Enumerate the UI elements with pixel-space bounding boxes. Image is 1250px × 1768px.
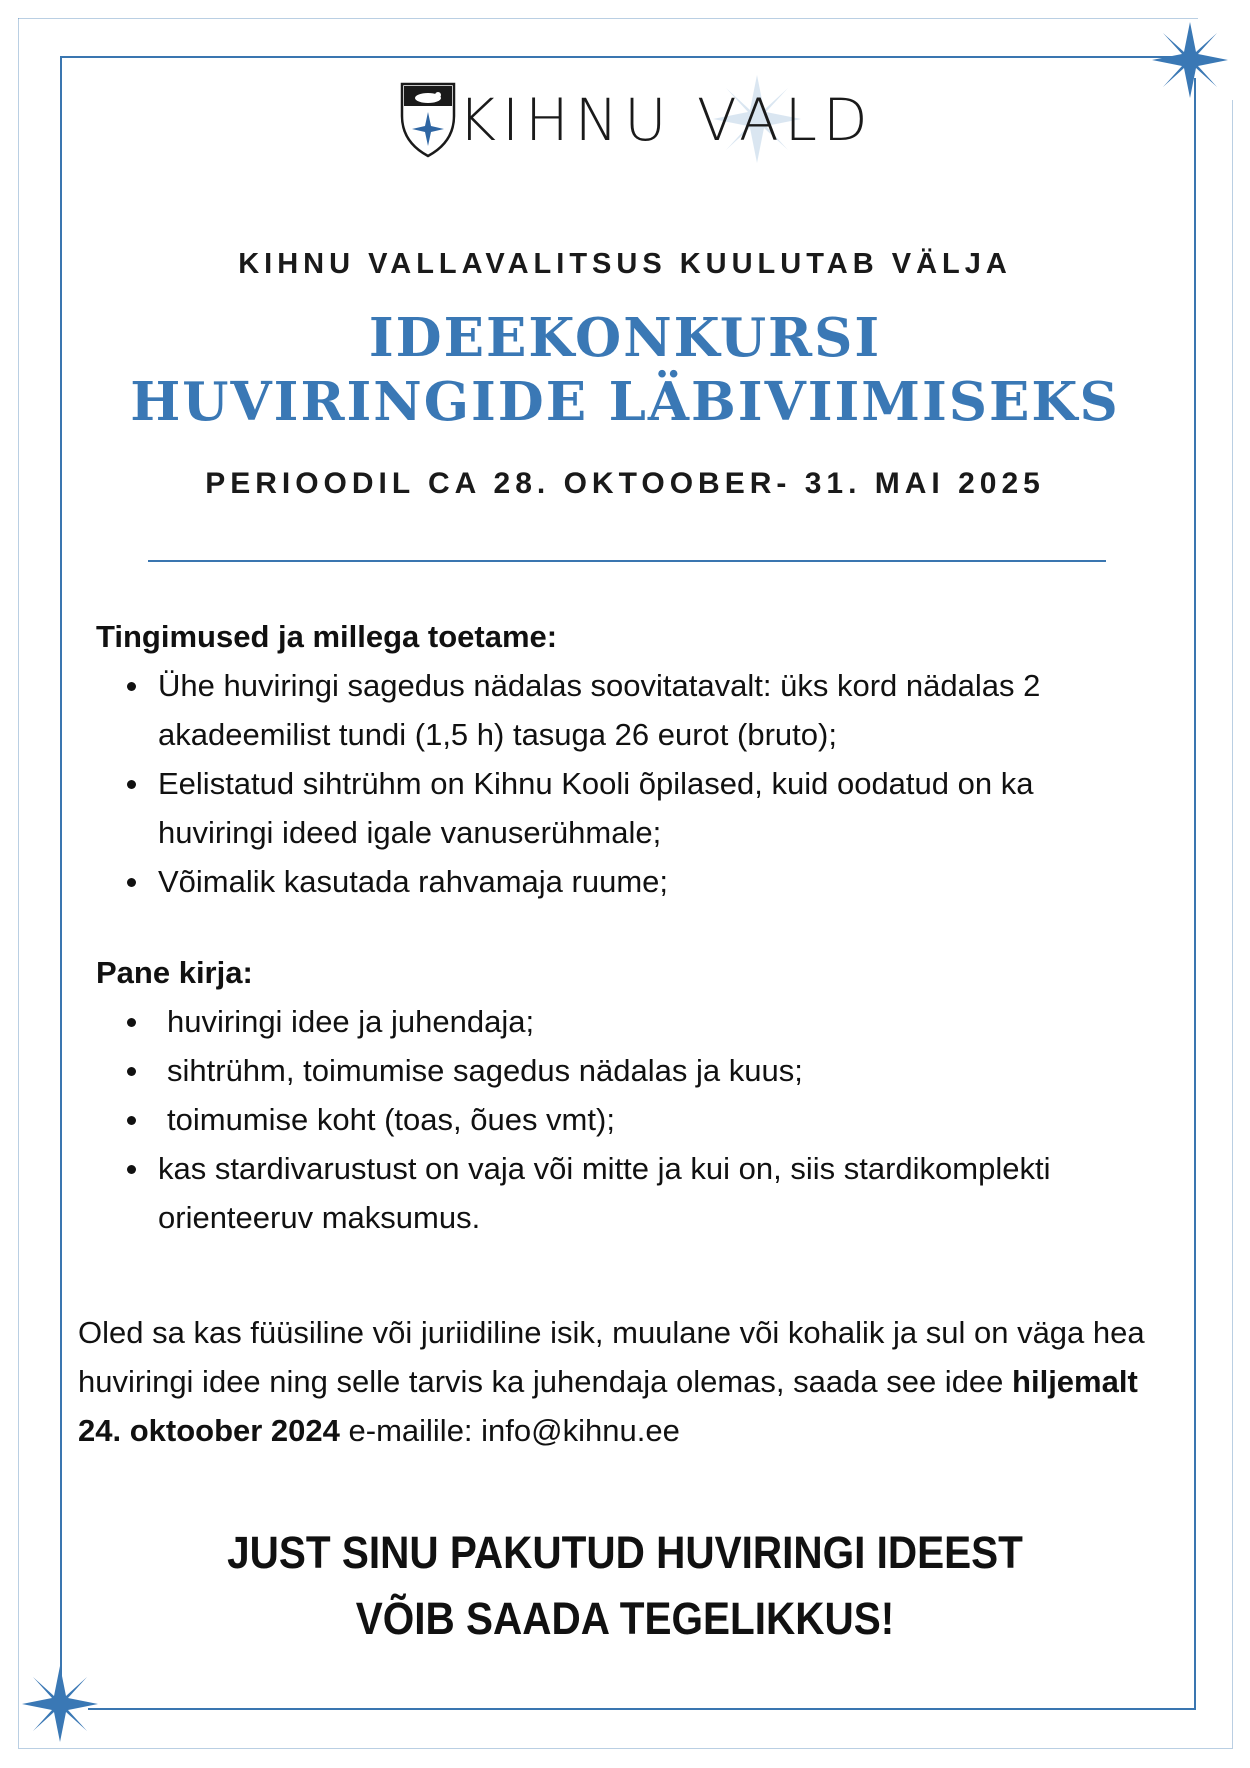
call-to-action-paragraph xyxy=(78,1308,1188,1455)
list-item xyxy=(96,661,1156,759)
frame-left-line xyxy=(60,56,62,1686)
list-item-text: sihtrühm, toimumise sagedus nädalas ja kuus; xyxy=(167,1053,803,1088)
write-down-heading: Pane kirja: xyxy=(96,955,253,990)
page-title xyxy=(0,306,1250,434)
deadline-text: hiljemalt 24. oktoober 2024 xyxy=(78,1364,1138,1448)
title-line-1: IDEEKONKURSI xyxy=(368,307,882,369)
frame-outer-top-line xyxy=(18,18,1198,19)
list-item-text: toimumise koht (toas, õues vmt); xyxy=(167,1102,615,1137)
closing-slogan xyxy=(63,1520,1188,1652)
list-item xyxy=(96,759,1156,857)
list-item xyxy=(96,1046,1156,1095)
list-item-text: Eelistatud sihtrühm on Kihnu Kooli õpilased, kuid oodatud on ka huviringi ideed igale vanuserühmale; xyxy=(158,766,1034,850)
star-top-right-icon xyxy=(1150,20,1230,100)
frame-outer-bottom-line xyxy=(18,1748,1233,1749)
list-item xyxy=(96,857,1156,906)
closing-line-2: VÕIB SAADA TEGELIKKUS! xyxy=(355,1593,895,1644)
list-item-text: huviringi idee ja juhendaja; xyxy=(167,1004,535,1039)
logo-text: KIHNU VALD xyxy=(458,86,874,154)
crest-seal-icon xyxy=(400,82,456,158)
write-down-section xyxy=(96,948,1156,1242)
list-item xyxy=(96,1095,1156,1144)
list-item xyxy=(96,997,1156,1046)
cta-text-before: Oled sa kas füüsiline või juriidiline isik, muulane või kohalik ja sul on väga hea huviringi idee ning selle tarvis ka juhendaja olemas, saada see idee xyxy=(78,1315,1145,1399)
conditions-section xyxy=(96,612,1156,906)
closing-line-1: JUST SINU PAKUTUD HUVIRINGI IDEEST xyxy=(227,1527,1023,1578)
star-bottom-left-icon xyxy=(20,1664,100,1744)
announcement-kicker: KIHNU VALLAVALITSUS KUULUTAB VÄLJA xyxy=(238,248,1012,280)
logo xyxy=(400,82,874,162)
list-item-text: Ühe huviringi sagedus nädalas soovitatavalt: üks kord nädalas 2 akadeemilist tundi (1,5 h) tasuga 26 eurot (bruto); xyxy=(158,668,1041,752)
conditions-list xyxy=(96,661,1156,906)
cta-text-after: e-mailile: info@kihnu.ee xyxy=(339,1413,680,1448)
write-down-list xyxy=(96,997,1156,1242)
divider xyxy=(148,560,1106,562)
list-item-text: kas stardivarustust on vaja või mitte ja kui on, siis stardikomplekti orienteeruv maksumus. xyxy=(158,1151,1051,1235)
conditions-heading: Tingimused ja millega toetame: xyxy=(96,619,558,654)
list-item-text: Võimalik kasutada rahvamaja ruume; xyxy=(158,864,669,899)
frame-bottom-line xyxy=(88,1708,1196,1710)
list-item xyxy=(96,1144,1156,1242)
frame-top-line xyxy=(60,56,1180,58)
title-line-2: HUVIRINGIDE LÄBIVIIMISEKS xyxy=(130,371,1120,433)
period-subtitle: PERIOODIL CA 28. OKTOOBER- 31. MAI 2025 xyxy=(205,467,1045,500)
